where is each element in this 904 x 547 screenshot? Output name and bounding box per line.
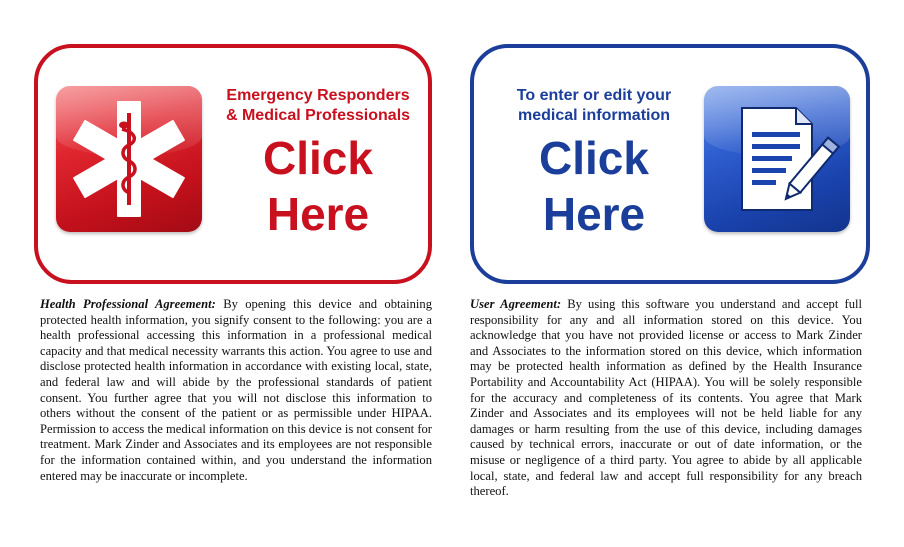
user-heading [488,86,700,126]
edit-medical-info-button[interactable] [470,44,870,284]
user-click-label: Click [539,132,649,184]
health-agreement-title: Health Professional Agreement: [40,297,216,311]
emergency-responders-button[interactable] [34,44,432,284]
responders-here-label: Here [266,188,370,240]
responders-heading [210,86,426,126]
user-agreement [470,297,862,500]
user-agreement-title: User Agreement: [470,297,562,311]
responders-click-label: Click [263,132,373,184]
health-agreement-body: By opening this device and obtaining protected health information, you signify consent to the following: you are a health professional accessing this information in a professional medical capacity and that medical necessity warrants this action. You agree to use and disclose protected health information in accordance with existing local, state, and federal law and will abide by the professional standards of patient consent. You further agree that you will not disclose this information to others without the consent of the patient or as permissible under HIPAA. Permission to access the medical information on this device is not consent for treatment. Mark Zinder and Associates and its employees are not responsible for the information contained within, and you understand the information entered may be inaccurate or incomplete. [40,297,432,483]
responders-heading-line2: & Medical Professionals [225,107,411,124]
health-professional-agreement [40,297,432,484]
user-here-label: Here [542,188,646,240]
responders-heading-line1: Emergency Responders [226,87,410,104]
user-heading-line1: To enter or edit your [516,87,672,104]
document-edit-icon [704,86,850,232]
user-heading-line2: medical information [517,107,671,124]
star-of-life-icon [56,86,202,232]
user-agreement-body: By using this software you understand and accept full responsibility for any and all information stored on this device. You acknowledge that you have not provided license or access to Mark Zinder and Associates to the information stored on this device, which information may be protected health information as defined by the Health Insurance Portability and Accountability Act (HIPAA). You will be solely responsible for the accuracy and completeness of its contents. You agree that Mark Zinder and Associates and its employees will not be held liable for any damages or harm resulting from the use of this device, including damages caused by technical errors, inaccurate or out of date information, or the misuse or negligence of a third party. You agree to abide by all applicable local, state, and federal law and accept full responsibility for any breach thereof. [470,297,862,499]
